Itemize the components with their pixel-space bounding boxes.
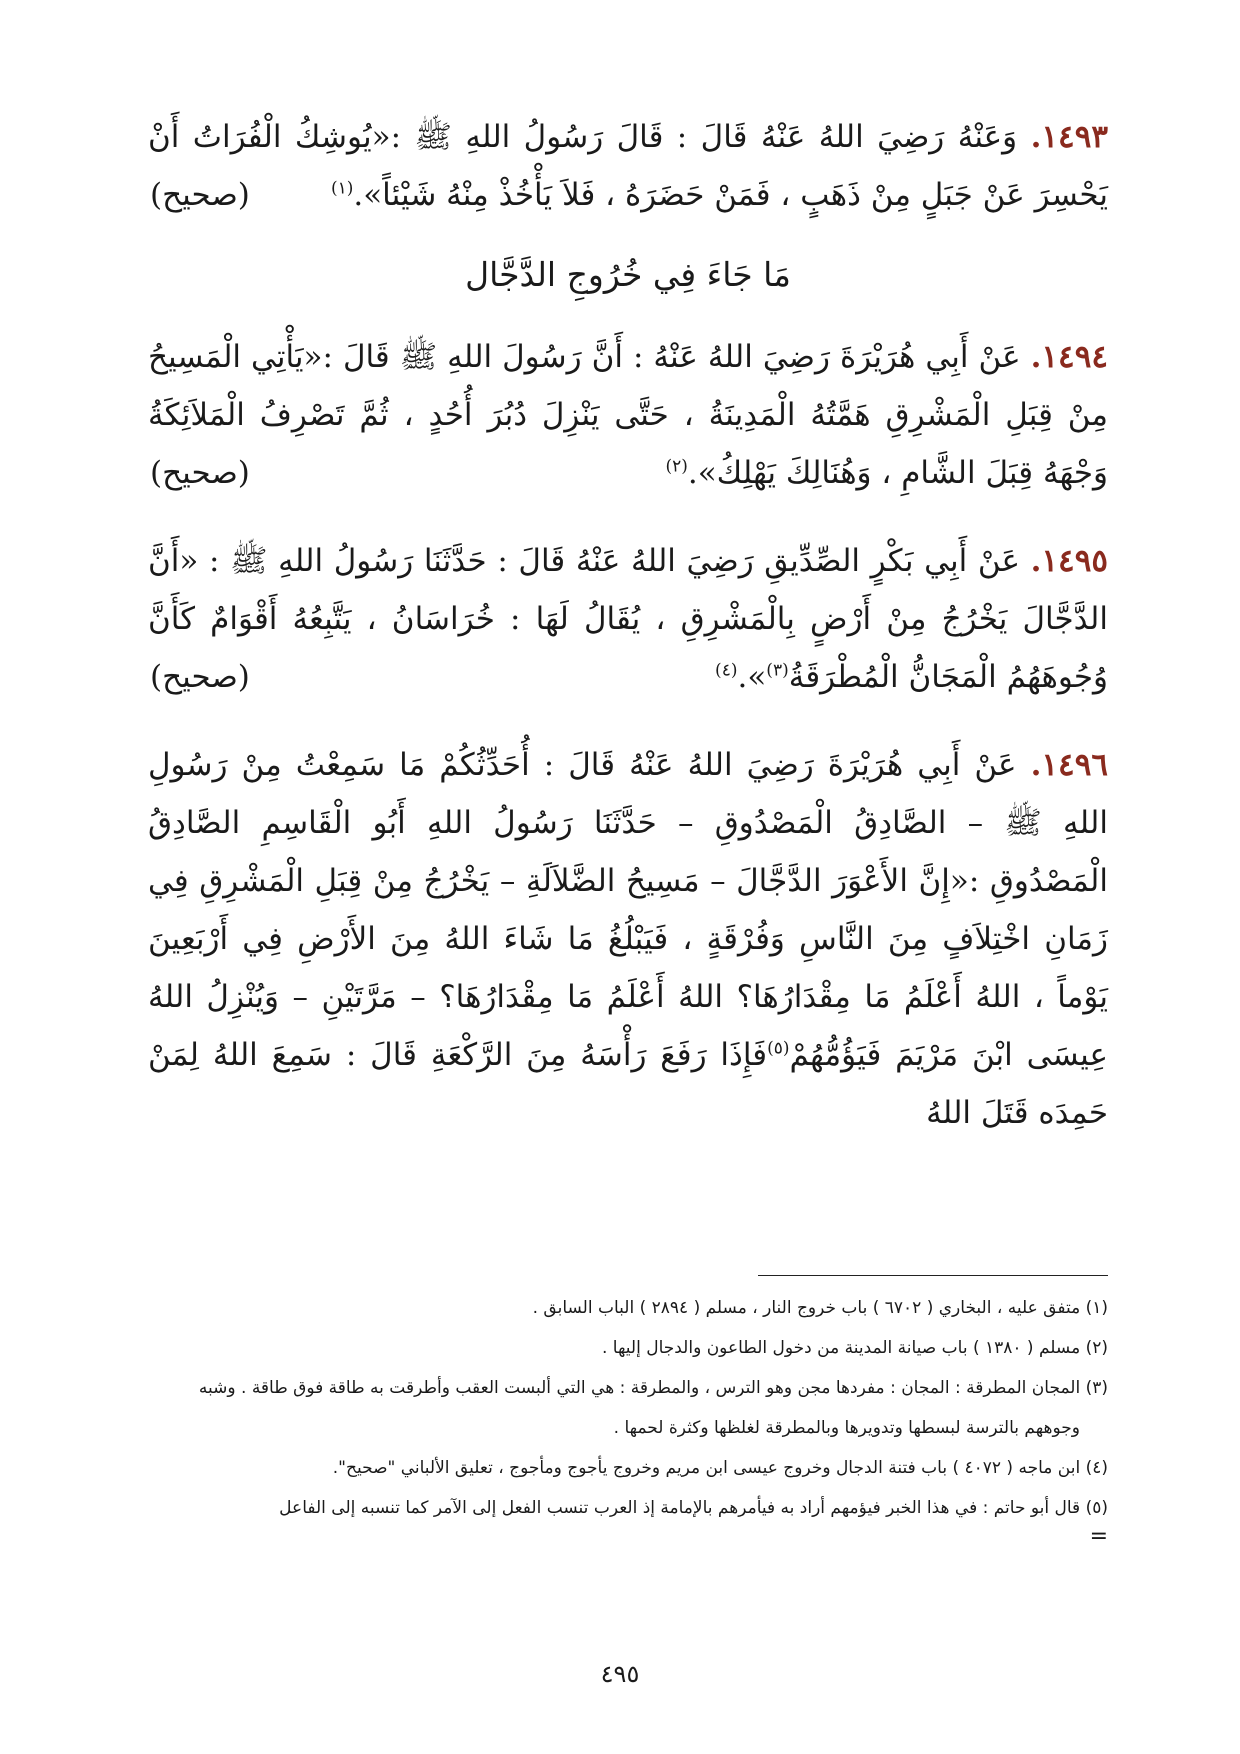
main-text [148,108,1108,1156]
continuation-mark: = [1089,1524,1108,1549]
grade-label: (صحيح) [150,659,250,695]
footnote-ref[interactable]: (٤) [715,660,738,681]
hadith-text-end: فَإِذَا رَفَعَ رَأْسَهُ مِنَ الرَّكْعَةِ قَالَ : سَمِعَ اللهُ لِمَنْ حَمِدَه قَتَلَ اللهُ [148,1037,1108,1131]
hadith-text-end: ». [737,659,767,695]
chapter-title: مَا جَاءَ فِي خُرُوجِ الدَّجَّال [465,255,791,294]
footnote-4: (٤) ابن ماجه ( ٤٠٧٢ ) باب فتنة الدجال وخروج عيسى ابن مريم وخروج يأجوج ومأجوج ، تعليق الألباني "صحيح". [332,1458,1108,1478]
hadith-text: وَعَنْهُ رَضِيَ اللهُ عَنْهُ قَالَ : قَالَ رَسُولُ اللهِ ﷺ :«يُوشِكُ الْفُرَاتُ أَنْ يَحْسِرَ عَنْ جَبَلٍ مِنْ ذَهَبٍ ، فَمَنْ حَضَرَهُ ، فَلاَ يَأْخُذْ مِنْهُ شَيْئاً». [148,119,1108,213]
hadith-text: عَنْ أَبِي هُرَيْرَةَ رَضِيَ اللهُ عَنْهُ : أَنَّ رَسُولَ اللهِ ﷺ قَالَ :«يَأْتِي الْمَسِيحُ مِنْ قِبَلِ الْمَشْرِقِ هَمَّتُهُ الْمَدِينَةُ ، حَتَّى يَنْزِلَ دُبُرَ أُحُدٍ ، ثُمَّ تَصْرِفُ الْمَلاَئِكَةُ وَجْهَهُ قِبَلَ الشَّامِ ، وَهُنَالِكَ يَهْلِكُ». [148,339,1108,491]
hadith-1496 [148,736,1108,1142]
hadith-number: ١٤٩٤. [1030,339,1109,375]
footnotes [148,1290,1108,1548]
hadith-number: ١٤٩٦. [1030,747,1108,783]
hadith-1493 [148,108,1108,224]
footnote-3-continued: وجوههم بالترسة لبسطها وتدويرها وبالمطرقة لغلظها وكثرة لحمها . [613,1418,1080,1438]
grade-label: (صحيح) [150,177,250,213]
footnote-ref[interactable]: (٢) [665,456,688,477]
hadith-text: عَنْ أَبِي هُرَيْرَةَ رَضِيَ اللهُ عَنْهُ قَالَ : أُحَدِّثُكُمْ مَا سَمِعْتُ مِنْ رَسُولِ اللهِ ﷺ – الصَّادِقُ الْمَصْدُوقِ – حَدَّثَنَا رَسُولُ اللهِ أَبُو الْقَاسِمِ الصَّادِقُ الْمَصْدُوقِ :«إِنَّ الأَعْوَرَ الدَّجَّالَ – مَسِيحُ الضَّلاَلَةِ – يَخْرُجُ مِنْ قِبَلِ الْمَشْرِقِ فِي زَمَانِ اخْتِلاَفٍ مِنَ النَّاسِ وَفُرْقَةٍ ، فَيَبْلُغُ مَا شَاءَ اللهُ مِنَ الأَرْضِ فِي أَرْبَعِينَ يَوْماً ، اللهُ أَعْلَمُ مَا مِقْدَارُهَا؟ اللهُ أَعْلَمُ مَا مِقْدَارُهَا؟ – مَرَّتَيْنِ – وَيُنْزِلُ اللهُ عِيسَى ابْنَ مَرْيَمَ فَيَؤُمُّهُمْ [148,747,1108,1073]
hadith-text: عَنْ أَبِي بَكْرٍ الصِّدِّيقِ رَضِيَ اللهُ عَنْهُ قَالَ : حَدَّثَنَا رَسُولُ اللهِ ﷺ : «أَنَّ الدَّجَّالَ يَخْرُجُ مِنْ أَرْضٍ بِالْمَشْرِقِ ، يُقَالُ لَهَا : خُرَاسَانُ ، يَتَّبِعُهُ أَقْوَامٌ كَأَنَّ وُجُوهَهُمُ الْمَجَانُّ الْمُطْرَقَةُ [148,543,1108,695]
footnote-ref[interactable]: (٣) [766,660,789,681]
footnote-ref[interactable]: (٥) [767,1038,790,1059]
footnote-3: (٣) المجان المطرقة : المجان : مفردها مجن وهو الترس ، والمطرقة : هي التي ألبست العقب وأطرقت به طاقة فوق طاقة . وشبه [198,1378,1108,1398]
page-number: ٤٩٥ [600,1660,640,1688]
footnote-ref[interactable]: (١) [330,178,354,199]
hadith-number: ١٤٩٣. [1030,119,1108,155]
hadith-1495 [148,532,1108,706]
footnote-5: (٥) قال أبو حاتم : في هذا الخبر فيؤمهم أراد به فيأمرهم بالإمامة إذ العرب تنسب الفعل إلى الآمر كما تنسبه إلى الفاعل [279,1498,1108,1518]
footnote-divider [758,1275,1108,1276]
hadith-number: ١٤٩٥. [1030,543,1108,579]
grade-label: (صحيح) [150,455,250,491]
footnote-2: (٢) مسلم ( ١٣٨٠ ) باب صيانة المدينة من دخول الطاعون والدجال إليها . [601,1338,1108,1358]
hadith-1494 [148,328,1108,502]
footnote-1: (١) متفق عليه ، البخاري ( ٦٧٠٢ ) باب خروج النار ، مسلم ( ٢٨٩٤ ) الباب السابق . [532,1298,1108,1318]
